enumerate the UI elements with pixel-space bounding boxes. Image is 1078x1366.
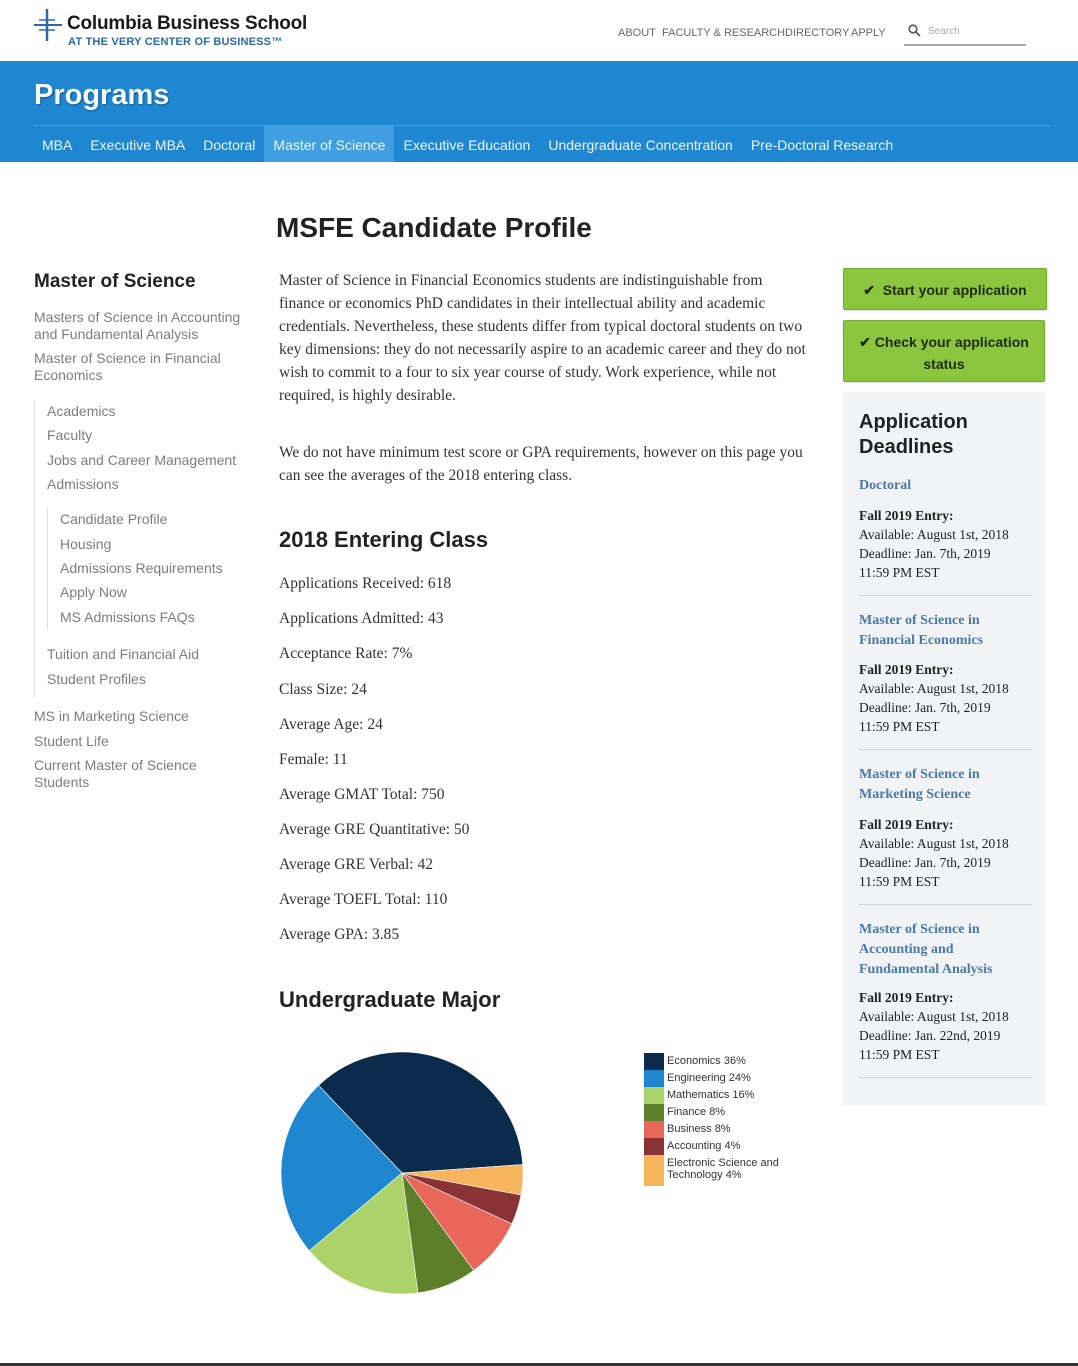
program-name: Master of Science in (859, 613, 980, 628)
banner-title: Programs (34, 79, 170, 111)
stat-gpa: Average GPA: 3.85 (279, 926, 400, 943)
logo-title[interactable]: Columbia Business School (67, 13, 308, 34)
sidebar-item-marketing-science[interactable]: MS in Marketing Science (34, 708, 189, 724)
stat-gre-quant: Average GRE Quantitative: 50 (279, 821, 470, 838)
tab-doctoral[interactable]: Doctoral (203, 137, 256, 153)
legend-label: Electronic Science and Technology 4% (667, 1157, 779, 1181)
stat-toefl: Average TOEFL Total: 110 (279, 891, 448, 908)
utility-link-apply[interactable]: APPLY (851, 27, 886, 39)
sidebar-subindent-rule (47, 508, 48, 630)
sidebar-item-current-students[interactable]: Current Master of Science Students (34, 757, 197, 790)
program-name: Master of Science in (859, 767, 980, 782)
tab-undergraduate-concentration[interactable]: Undergraduate Concentration (548, 137, 733, 153)
sidebar-item-ms-faqs[interactable]: MS Admissions FAQs (60, 609, 195, 625)
legend-label: Mathematics 16% (667, 1089, 755, 1101)
program-name: Doctoral (859, 478, 912, 493)
stat-gre-verbal: Average GRE Verbal: 42 (279, 856, 433, 873)
deadlines-heading (859, 410, 968, 460)
program-name: Accounting and (859, 942, 954, 957)
search-icon[interactable] (908, 24, 921, 37)
legend-swatch (644, 1087, 664, 1104)
entry-term: Fall 2019 Entry: (859, 990, 954, 1005)
entry-time: 11:59 PM EST (859, 565, 940, 580)
sidebar-item-apply-now[interactable]: Apply Now (60, 584, 127, 600)
program-tabs (33, 126, 902, 162)
deadline-details (859, 815, 1009, 891)
sidebar-item-student-life[interactable]: Student Life (34, 733, 109, 749)
stat-applications-received: Applications Received: 618 (279, 575, 452, 592)
sidebar-item-tuition[interactable]: Tuition and Financial Aid (47, 646, 200, 662)
crown-logo-icon[interactable] (33, 8, 63, 42)
site-header (0, 0, 1078, 61)
sidebar-item-msafa[interactable]: Masters of Science in Accounting and Fundamental Analysis (34, 309, 241, 342)
sidebar-item-housing[interactable]: Housing (60, 536, 112, 552)
deadline-program-accounting[interactable] (859, 920, 992, 980)
start-application-button[interactable] (843, 268, 1047, 310)
deadlines-heading-line: Application (859, 411, 968, 433)
legend-swatch (644, 1121, 664, 1138)
page-title: MSFE Candidate Profile (276, 212, 592, 243)
stat-class-size: Class Size: 24 (279, 681, 367, 698)
search-placeholder: Search (928, 26, 960, 37)
legend-label: Finance 8% (667, 1106, 726, 1118)
deadlines-heading-line: Deadlines (859, 436, 954, 458)
tab-mba[interactable]: MBA (42, 137, 73, 153)
legend-swatch (644, 1053, 664, 1070)
checkmark-icon: ✔ (859, 334, 871, 350)
entry-time: 11:59 PM EST (859, 1047, 940, 1062)
legend-swatch (644, 1104, 664, 1121)
sidebar-item-student-profiles[interactable]: Student Profiles (47, 671, 146, 687)
stat-applications-admitted: Applications Admitted: 43 (279, 610, 444, 627)
intro-paragraph-2: We do not have minimum test score or GPA requirements, however on this page you can see the averages of the 2018 entering class. (279, 444, 803, 484)
tab-executive-education[interactable]: Executive Education (403, 137, 531, 153)
entry-available: Available: August 1st, 2018 (859, 681, 1009, 696)
check-status-button[interactable] (843, 320, 1045, 382)
entry-term: Fall 2019 Entry: (859, 662, 954, 677)
entry-available: Available: August 1st, 2018 (859, 1009, 1009, 1024)
sidebar-item-msfe[interactable]: Master of Science in Financial Economics (34, 350, 221, 383)
entry-deadline: Deadline: Jan. 7th, 2019 (859, 855, 991, 870)
entry-deadline: Deadline: Jan. 7th, 2019 (859, 546, 991, 561)
application-deadlines-panel (843, 392, 1045, 1105)
deadline-details (859, 660, 1009, 736)
legend-label: Engineering 24% (667, 1072, 751, 1084)
deadline-details (859, 506, 1009, 582)
checkmark-icon: ✔ (863, 282, 876, 298)
entry-available: Available: August 1st, 2018 (859, 527, 1009, 542)
program-name: Financial Economics (859, 633, 984, 648)
divider (859, 904, 1032, 905)
sidebar-item-academics[interactable]: Academics (47, 403, 116, 419)
entry-available: Available: August 1st, 2018 (859, 836, 1009, 851)
tab-master-of-science[interactable]: Master of Science (264, 126, 394, 162)
stat-female: Female: 11 (279, 751, 348, 768)
utility-link-about[interactable]: ABOUT (618, 27, 656, 39)
program-name: Marketing Science (859, 787, 971, 802)
sidebar-item-faculty[interactable]: Faculty (47, 427, 93, 443)
search-input[interactable] (904, 21, 1026, 46)
stat-gmat: Average GMAT Total: 750 (279, 786, 445, 803)
utility-link-directory[interactable]: DIRECTORY (785, 27, 850, 39)
utility-link-faculty-research[interactable]: FACULTY & RESEARCH (662, 27, 786, 39)
divider (859, 749, 1032, 750)
deadline-program-marketing[interactable] (859, 765, 980, 805)
sidebar-item-admissions-requirements[interactable]: Admissions Requirements (60, 560, 223, 576)
programs-banner (0, 61, 1078, 162)
legend-swatch (644, 1138, 664, 1155)
entry-time: 11:59 PM EST (859, 719, 940, 734)
program-name: Fundamental Analysis (859, 962, 993, 977)
entry-deadline: Deadline: Jan. 22nd, 2019 (859, 1028, 1001, 1043)
divider (859, 595, 1032, 596)
tab-executive-mba[interactable]: Executive MBA (90, 137, 186, 153)
check-status-label: Check your application (874, 334, 1029, 350)
sidebar-item-jobs-career[interactable]: Jobs and Career Management (47, 452, 237, 468)
legend-swatch (644, 1070, 664, 1087)
legend-swatch (644, 1155, 664, 1186)
entering-class-heading: 2018 Entering Class (279, 527, 489, 552)
major-heading: Undergraduate Major (279, 987, 501, 1012)
check-status-label-2: status (923, 356, 965, 372)
logo-tagline: AT THE VERY CENTER OF BUSINESS™ (68, 36, 283, 48)
entry-term: Fall 2019 Entry: (859, 508, 954, 523)
divider (859, 1077, 1032, 1078)
stat-average-age: Average Age: 24 (279, 716, 383, 733)
legend-label: Business 8% (667, 1123, 731, 1135)
legend-label: Economics 36% (667, 1055, 746, 1067)
program-name: Master of Science in (859, 922, 980, 937)
stat-acceptance-rate: Acceptance Rate: 7% (279, 645, 413, 662)
sidebar-indent-rule (34, 400, 35, 698)
start-application-label: Start your application (882, 282, 1027, 298)
entry-time: 11:59 PM EST (859, 874, 940, 889)
deadline-program-doctoral[interactable] (859, 476, 911, 496)
entry-term: Fall 2019 Entry: (859, 817, 954, 832)
intro-paragraph: Master of Science in Financial Economics students are indistinguishable from finance or economics PhD candidates in their intellectual ability and academic credentials. Nevertheless, these students differ from typical doctoral students on two key dimensions: they do not necessarily aspire to an academic career and they do not wish to commit to a four to six year course of study. Work experience, while not required, is highly desirable. (279, 272, 806, 404)
legend-label: Accounting 4% (667, 1140, 741, 1152)
tab-pre-doctoral-research[interactable]: Pre-Doctoral Research (750, 137, 894, 153)
sidebar-item-candidate-profile[interactable]: Candidate Profile (60, 511, 168, 527)
deadline-program-msfe[interactable] (859, 611, 983, 651)
sidebar-heading[interactable]: Master of Science (34, 271, 196, 292)
deadline-details (859, 988, 1009, 1064)
major-pie-chart (272, 1043, 532, 1303)
sidebar-item-admissions[interactable]: Admissions (47, 476, 119, 492)
entry-deadline: Deadline: Jan. 7th, 2019 (859, 700, 991, 715)
